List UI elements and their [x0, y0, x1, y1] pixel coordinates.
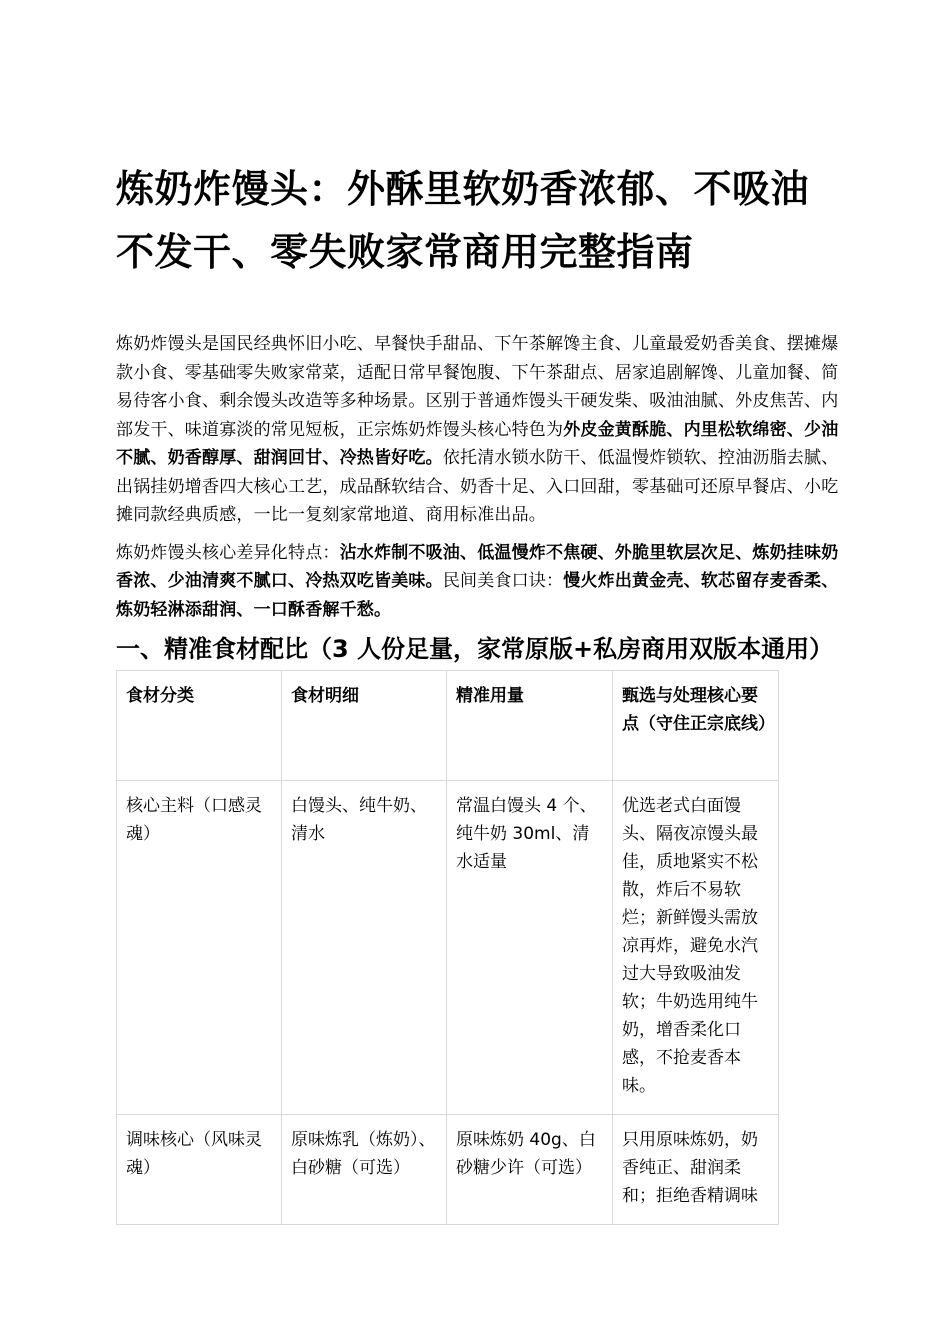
table-row	[117, 781, 779, 1115]
document-page	[116, 158, 840, 1225]
table-header-cell: 精准用量	[447, 671, 613, 781]
intro-text: 炼奶炸馒头是国民经典怀旧小吃、早餐快手甜品、下午茶解馋主食、儿童最爱奶香美食、摆摊爆款小食、零基础零失败家常菜，适配日常早餐饱腹、下午茶甜点、居家追剧解馋、儿童加餐、简易待客小食、剩余馒头改造等多种场景。区别于普通炸馒头干硬发柴、吸油油腻、外皮焦苦、内部发干、味道寡淡的常见短板，正宗炼奶炸馒头核心特色为	[116, 334, 839, 440]
table-cell-category: 调味核心（风味灵魂）	[117, 1115, 282, 1225]
table-header-cell: 食材明细	[282, 671, 447, 781]
table-cell-amount: 常温白馒头 4 个、纯牛奶 30ml、清水适量	[447, 781, 613, 1115]
table-cell-notes: 只用原味炼奶，奶香纯正、甜润柔和；拒绝香精调味	[613, 1115, 779, 1225]
page-title: 炼奶炸馒头：外酥里软奶香浓郁、不吸油不发干、零失败家常商用完整指南	[116, 167, 810, 274]
saying-label: 民间美食口诀：	[442, 571, 564, 591]
table-cell-category: 核心主料（口感灵魂）	[117, 781, 282, 1115]
intro-highlight: 外皮金黄酥脆、内里松软绵密、少油不腻、奶香醇厚、甜润回甘、冷热皆好吃。	[116, 419, 839, 468]
intro-text: 依托清水锁水防干、低温慢炸锁软、控油沥脂去腻、出锅挂奶增香四大核心工艺，成品酥软结合、奶香十足、入口回甜，零基础可还原早餐店、小吃摊同款经典质感，一比一复刻家常地道、商用标准出品。	[116, 448, 839, 525]
table-row	[117, 1115, 779, 1225]
table-header-cell: 食材分类	[117, 671, 282, 781]
intro-paragraph-1	[116, 330, 840, 530]
ingredients-table	[116, 670, 779, 1225]
section-heading: 一、精准食材配比（3 人份足量，家常原版+私房商用双版本通用）	[116, 635, 834, 663]
table-cell-items: 原味炼乳（炼奶）、白砂糖（可选）	[282, 1115, 447, 1225]
table-cell-amount: 原味炼奶 40g、白砂糖少许（可选）	[447, 1115, 613, 1225]
table-cell-items: 白馒头、纯牛奶、清水	[282, 781, 447, 1115]
table-cell-notes: 优选老式白面馒头、隔夜凉馒头最佳，质地紧实不松散，炸后不易软烂；新鲜馒头需放凉再炸，避免水汽过大导致吸油发软；牛奶选用纯牛奶，增香柔化口感，不抢麦香本味。	[613, 781, 779, 1115]
features-label: 炼奶炸馒头核心差异化特点：	[116, 542, 340, 563]
features-highlight: 沾水炸制不吸油、低温慢炸不焦硬、外脆里软层次足、炼奶挂味奶香浓、少油清爽不腻口、冷热双吃皆美味。	[116, 542, 839, 591]
intro-paragraph-2	[116, 539, 840, 625]
table-header-row	[117, 671, 779, 781]
saying-highlight: 慢火炸出黄金壳、软芯留存麦香柔、炼奶轻淋添甜润、一口酥香解千愁。	[116, 571, 839, 620]
table-header-cell: 甄选与处理核心要点（守住正宗底线）	[613, 671, 779, 781]
